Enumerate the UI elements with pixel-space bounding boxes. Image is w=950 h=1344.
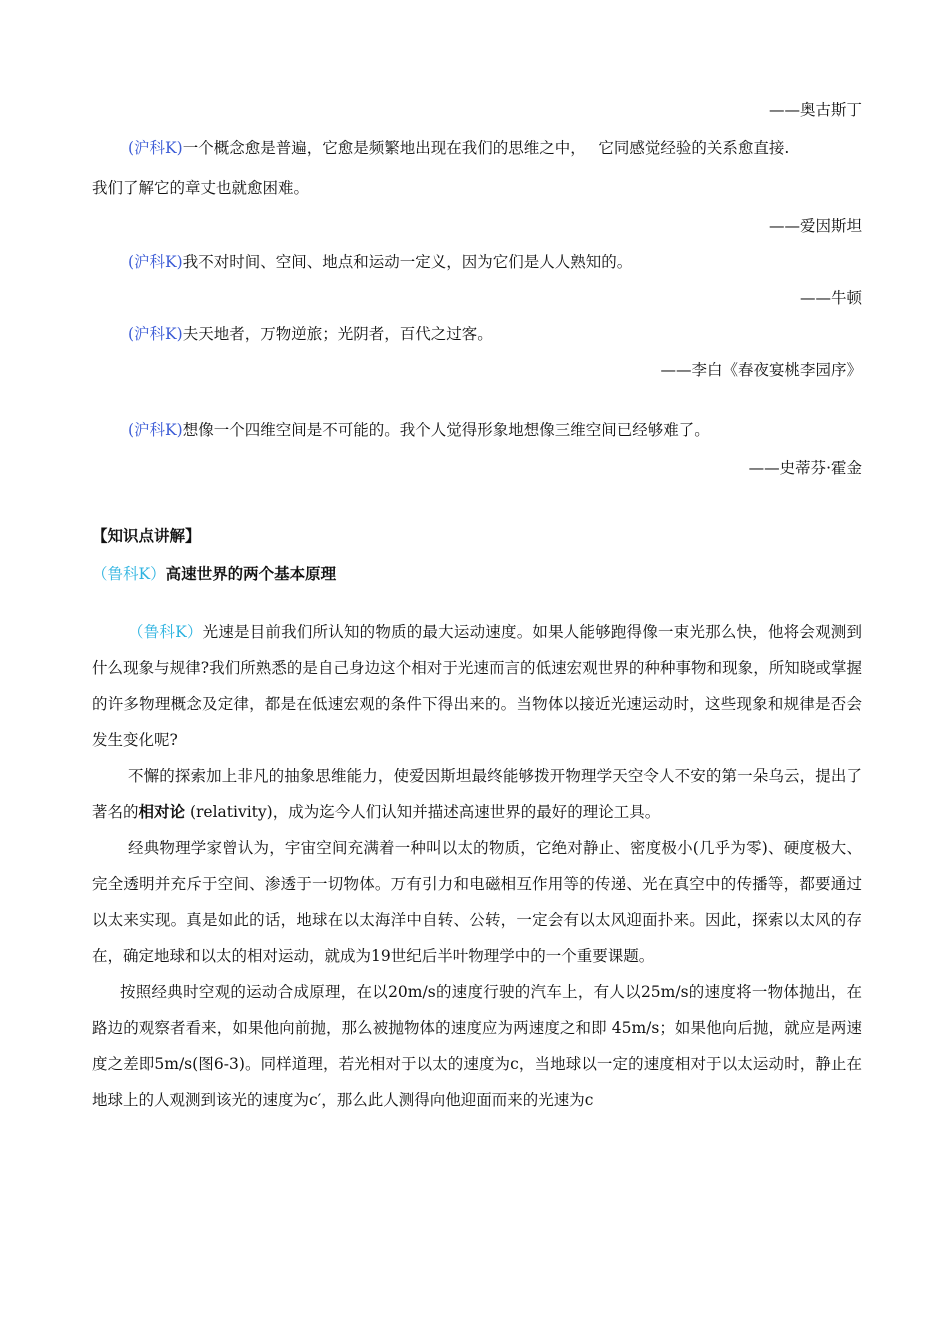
quote-author-augustine: ——奥古斯丁 [768, 101, 862, 119]
section-title: 【知识点讲解】 [92, 526, 201, 545]
section-subtitle: 高速世界的两个基本原理 [165, 564, 337, 583]
quote-author-hawking: ——史蒂芬·霍金 [748, 459, 862, 477]
quote-author-newton: ——牛顿 [799, 289, 862, 307]
quote-einstein-continued: 我们了解它的章丈也就愈困难。 [92, 179, 310, 197]
quote-tag: (沪科K) [128, 139, 183, 157]
quote-tag: (沪科K) [128, 421, 183, 439]
quote-text: 夫天地者，万物逆旅；光阴者，百代之过客。 [182, 325, 493, 343]
quote-text: 想像一个四维空间是不可能的。我个人觉得形象地想像三维空间已经够难了。 [182, 421, 710, 439]
quote-author-einstein: ——爱因斯坦 [768, 217, 862, 235]
quote-newton [128, 252, 632, 272]
paragraph-4: 按照经典时空观的运动合成原理，在以20m/s的速度行驶的汽车上，有人以25m/s的速度将一物体抛出，在路边的观察者看来，如果他向前抛，那么被抛物体的速度应为两速度之和即 45m/s；如果他向后抛，就应是两速度之差即5m/s(图6-3)。同样道理，若光相对于以太的速度为c，当地球以一定的速度相对于以太运动时，静止在地球上的人观测到该光的速度为c′，那么此人测得向他迎面而来的光速为c [92, 983, 862, 1109]
paragraph-tag: （鲁科K） [128, 623, 203, 641]
paragraph-2 [92, 758, 862, 830]
quote-tag: (沪科K) [128, 325, 183, 343]
section-subtag: （鲁科K） [92, 565, 166, 583]
quote-hawking [128, 420, 710, 440]
body-text [92, 614, 862, 1118]
section-subtitle-line [92, 564, 336, 584]
quote-tag: (沪科K) [128, 253, 183, 271]
quote-libai [128, 324, 493, 344]
quote-einstein [128, 138, 789, 158]
paragraph-1 [92, 614, 862, 758]
quote-text: 我不对时间、空间、地点和运动一定义，因为它们是人人熟知的。 [182, 253, 633, 271]
paragraph-2-text-a: 不懈的探索加上非凡的抽象思维能力，使爱因斯坦最终能够拨开物理学天空令人不安的第一朵乌云，提出了著名的 [92, 767, 862, 821]
quote-author-libai: ——李白《春夜宴桃李园序》 [660, 361, 862, 379]
quote-text: 一个概念愈是普遍，它愈是频繁地出现在我们的思维之中， 它同感觉经验的关系愈直接. [182, 139, 790, 157]
paragraph-2-term: 相对论 [138, 802, 186, 821]
paragraph-2-text-b: (relativity)，成为迄今人们认知并描述高速世界的最好的理论工具。 [185, 803, 661, 821]
paragraph-1-text: 光速是目前我们所认知的物质的最大运动速度。如果人能够跑得像一束光那么快，他将会观测到什么现象与规律?我们所熟悉的是自己身边这个相对于光速而言的低速宏观世界的种种事物和现象，所知晓或掌握的许多物理概念及定律，都是在低速宏观的条件下得出来的。当物体以接近光速运动时，这些现象和规律是否会发生变化呢? [92, 623, 862, 749]
paragraph-3: 经典物理学家曾认为，宇宙空间充满着一种叫以太的物质，它绝对静止、密度极小(几乎为零)、硬度极大、完全透明并充斥于空间、渗透于一切物体。万有引力和电磁相互作用等的传递、光在真空中的传播等，都要通过以太来实现。真是如此的话，地球在以太海洋中自转、公转，一定会有以太风迎面扑来。因此，探索以太风的存在，确定地球和以太的相对运动，就成为19世纪后半叶物理学中的一个重要课题。 [92, 839, 862, 965]
